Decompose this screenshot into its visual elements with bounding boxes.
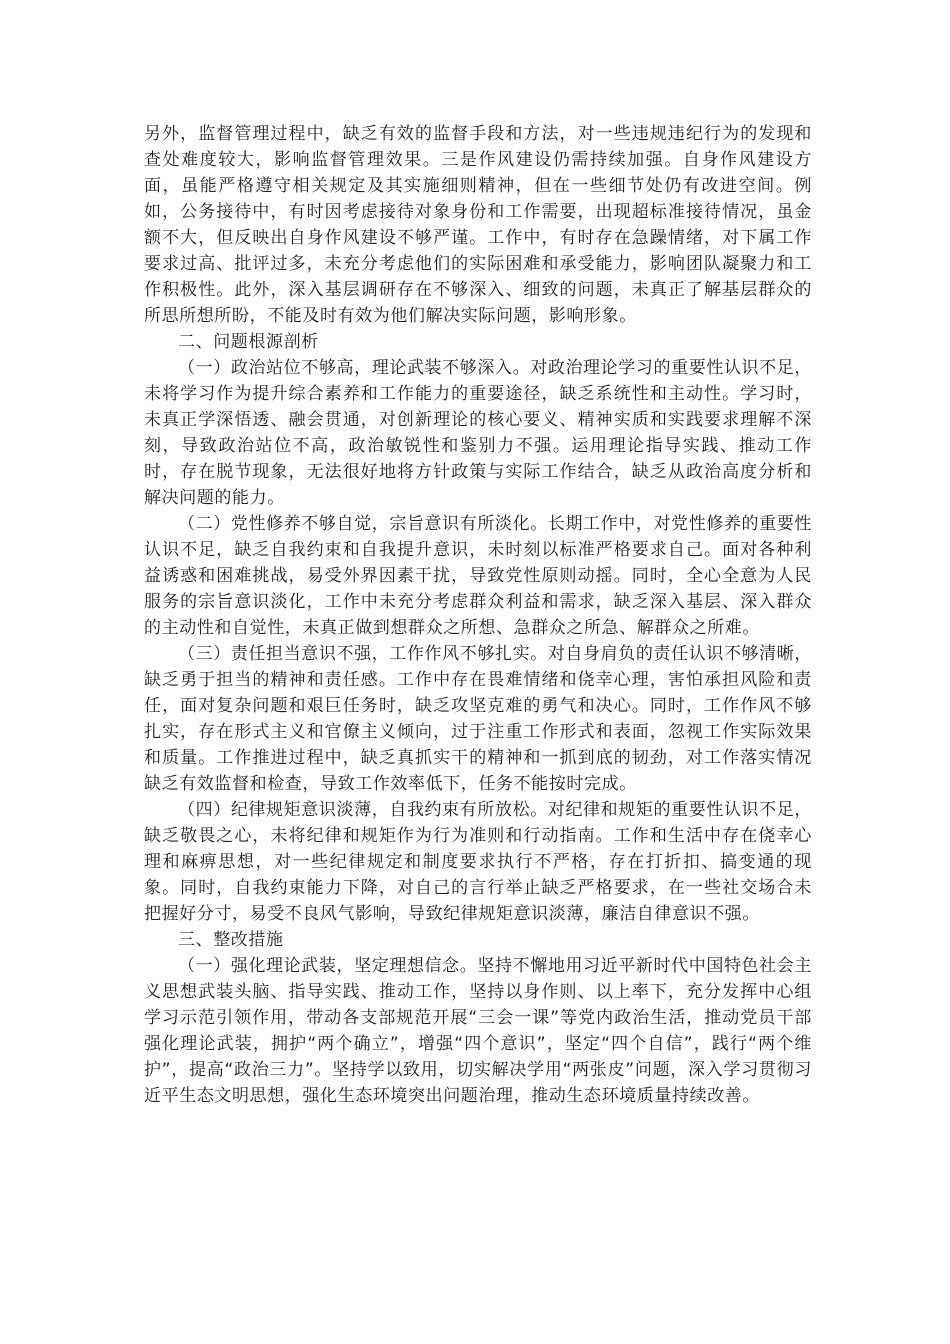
body-paragraph-party-spirit: （二）党性修养不够自觉，宗旨意识有所淡化。长期工作中，对党性修养的重要性认识不足，缺乏自我约束和自我提升意识，未时刻以标准严格要求自己。面对各种利益诱惑和困难挑战，易受外界因素干扰，导致党性原则动摇。同时，全心全意为人民服务的宗旨意识淡化，工作中未充分考虑群众利益和需求，缺乏深入基层、深入群众的主动性和自觉性，未真正做到想群众之所想、急群众之所急、解群众之所难。 [144,514,812,638]
body-paragraph-discipline: （四）纪律规矩意识淡薄，自我约束有所放松。对纪律和规矩的重要性认识不足，缺乏敬畏之心，未将纪律和规矩作为行为准则和行动指南。工作和生活中存在侥幸心理和麻痹思想，对一些纪律规定和制度要求执行不严格，存在打折扣、搞变通的现象。同时，自我约束能力下降，对自己的言行举止缺乏严格要求，在一些社交场合未把握好分寸，易受不良风气影响，导致纪律规矩意识淡薄，廉洁自律意识不强。 [144,800,812,924]
body-paragraph-theory-armament: （一）强化理论武装，坚定理想信念。坚持不懈地用习近平新时代中国特色社会主义思想武装头脑、指导实践、推动工作，坚持以身作则、以上率下，充分发挥中心组学习示范引领作用，带动各支部规范开展“三会一课”等党内政治生活，推动党员干部强化理论武装，拥护“两个确立”，增强“四个意识”，坚定“四个自信”，践行“两个维护”，提高“政治三力”。坚持学以致用，切实解决学用“两张皮”问题，深入学习贯彻习近平生态文明思想，强化生态环境突出问题治理，推动生态环境质量持续改善。 [144,956,812,1106]
body-paragraph-political-stance: （一）政治站位不够高，理论武装不够深入。对政治理论学习的重要性认识不足，未将学习作为提升综合素养和工作能力的重要途径，缺乏系统性和主动性。学习时，未真正学深悟透、融会贯通，对创新理论的核心要义、精神实质和实践要求理解不深刻，导致政治站位不高，政治敏锐性和鉴别力不强。运用理论指导实践、推动工作时，存在脱节现象，无法很好地将方针政策与实际工作结合，缺乏从政治高度分析和解决问题的能力。 [144,358,812,508]
document-body [144,121,812,1109]
section-heading-rectification-measures: 三、整改措施 [178,930,284,950]
body-paragraph-continuation: 另外，监督管理过程中，缺乏有效的监督手段和方法，对一些违规违纪行为的发现和查处难度较大，影响监督管理效果。三是作风建设仍需持续加强。自身作风建设方面，虽能严格遵守相关规定及其实施细则精神，但在一些细节处仍有改进空间。例如，公务接待中，有时因考虑接待对象身份和工作需要，出现超标准接待情况，虽金额不大，但反映出自身作风建设不够严谨。工作中，有时存在急躁情绪，对下属工作要求过高、批评过多，未充分考虑他们的实际困难和承受能力，影响团队凝聚力和工作积极性。此外，深入基层调研存在不够深入、细致的问题，未真正了解基层群众的所思所想所盼，不能及时有效为他们解决实际问题，影响形象。 [144,124,812,326]
section-heading-root-cause-analysis: 二、问题根源剖析 [178,332,319,352]
body-paragraph-responsibility: （三）责任担当意识不强，工作作风不够扎实。对自身肩负的责任认识不够清晰，缺乏勇于担当的精神和责任感。工作中存在畏难情绪和侥幸心理，害怕承担风险和责任，面对复杂问题和艰巨任务时，缺乏攻坚克难的勇气和决心。同时，工作作风不够扎实，存在形式主义和官僚主义倾向，过于注重工作形式和表面，忽视工作实际效果和质量。工作推进过程中，缺乏真抓实干的精神和一抓到底的韧劲，对工作落实情况缺乏有效监督和检查，导致工作效率低下，任务不能按时完成。 [144,644,812,794]
